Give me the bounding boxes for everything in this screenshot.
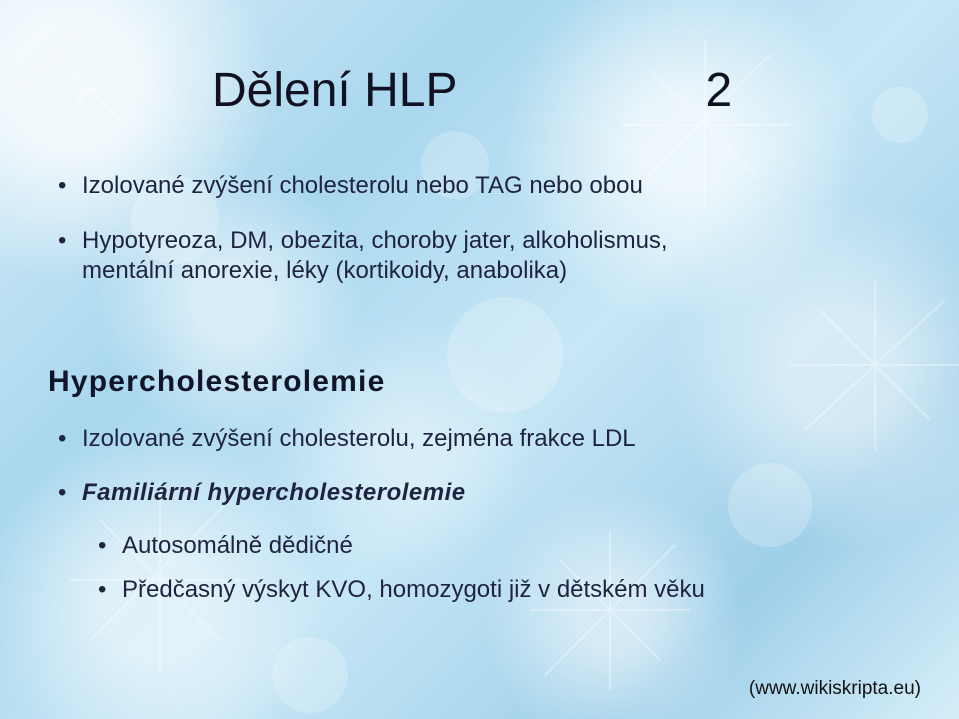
bullet-dot: • bbox=[98, 532, 107, 559]
section-title: Hypercholesterolemie bbox=[48, 365, 386, 398]
sub-bullet-autosomal bbox=[98, 531, 353, 561]
bullet-text-multiline bbox=[82, 226, 668, 286]
source-citation: (www.wikiskripta.eu) bbox=[748, 678, 921, 699]
bullet-item-familial bbox=[58, 478, 466, 508]
bullet-dot: • bbox=[58, 479, 67, 506]
bullet-dot: • bbox=[58, 425, 67, 452]
bullet-item-ldl bbox=[58, 424, 636, 454]
bullet-text: Izolované zvýšení cholesterolu nebo TAG nebo obou bbox=[82, 172, 643, 199]
bullet-item-isolated-increase bbox=[58, 171, 643, 201]
bullet-dot: • bbox=[58, 172, 67, 199]
bullet-text: Předčasný výskyt KVO, homozygoti již v dětském věku bbox=[122, 576, 705, 603]
bullet-text-line: mentální anorexie, léky (kortikoidy, anabolika) bbox=[82, 257, 568, 284]
slide-title: Dělení HLP 2 bbox=[212, 64, 733, 117]
bullet-item-secondary-causes bbox=[58, 226, 668, 286]
slide-number: 2 bbox=[705, 64, 733, 117]
bullet-text: Autosomálně dědičné bbox=[122, 532, 353, 559]
bullet-text: Izolované zvýšení cholesterolu, zejména frakce LDL bbox=[82, 425, 636, 452]
sub-bullet-premature-kvo bbox=[98, 575, 705, 605]
bullet-text-line: Hypotyreoza, DM, obezita, choroby jater, alkoholismus, bbox=[82, 227, 668, 254]
bullet-text: Familiární hypercholesterolemie bbox=[82, 479, 466, 506]
bullet-dot: • bbox=[98, 576, 107, 603]
bullet-dot: • bbox=[58, 227, 67, 254]
